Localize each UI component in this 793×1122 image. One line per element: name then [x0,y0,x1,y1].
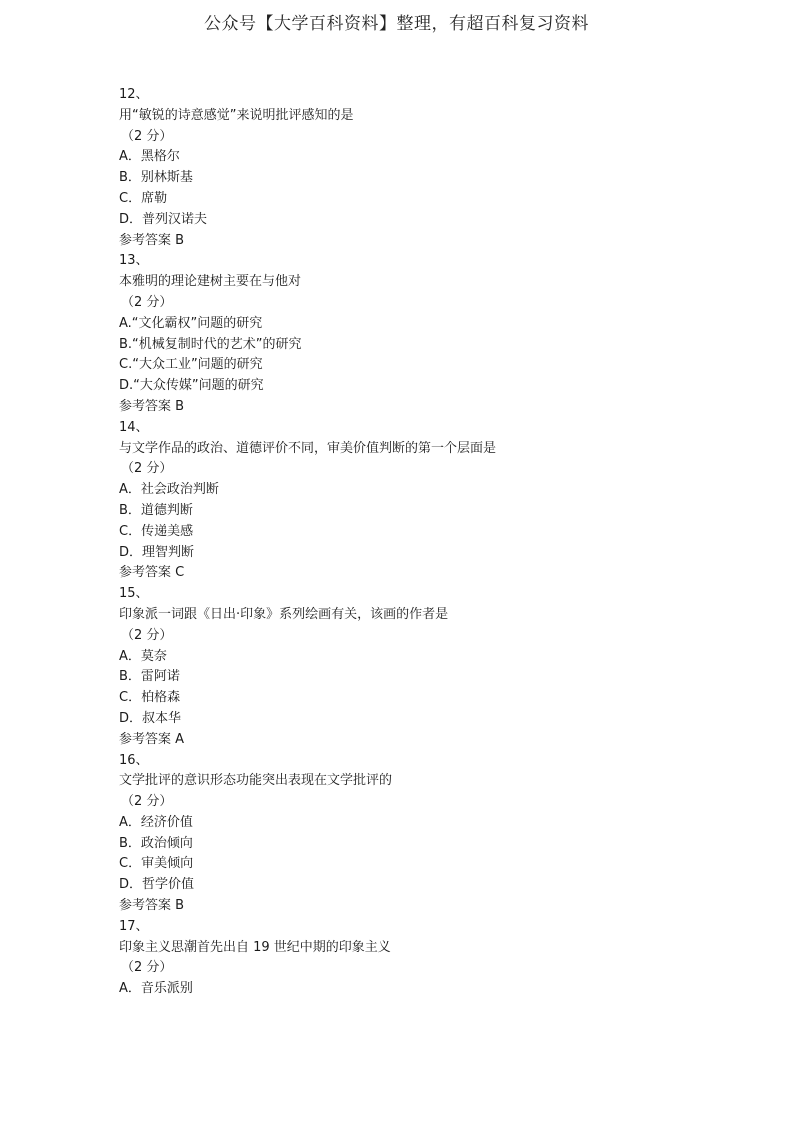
question-prompt: 文学批评的意识形态功能突出表现在文学批评的 [119,773,393,789]
option-a: A．莫奈 [119,648,167,664]
question-number: 16、 [119,752,149,768]
page-header: 公众号【大学百科资料】整理，有超百科复习资料 [204,14,589,34]
option-c: C．席勒 [119,190,168,206]
reference-answer: 参考答案 B [119,232,185,248]
option-a: A．黑格尔 [119,149,180,165]
option-b: B．别林斯基 [119,170,193,186]
question-number: 15、 [119,586,149,602]
question-16 [119,751,719,917]
option-d: D．叔本华 [119,710,182,726]
question-number: 13、 [119,253,149,269]
option-b: B.“机械复制时代的艺术”的研究 [119,336,302,352]
reference-answer: 参考答案 C [119,565,185,581]
question-prompt: 与文学作品的政治、道德评价不同，审美价值判断的第一个层面是 [119,440,497,456]
option-a: A．社会政治判断 [119,482,219,498]
question-number: 17、 [119,918,149,934]
question-13 [119,251,719,417]
option-d: D.“大众传媒”问题的研究 [119,378,264,394]
option-c: C．审美倾向 [119,856,194,872]
option-a: A．经济价值 [119,814,193,830]
option-c: C．柏格森 [119,690,181,706]
option-b: B．雷阿诺 [119,669,180,685]
option-c: C．传递美感 [119,523,194,539]
option-d: D．理智判断 [119,544,195,560]
question-score: （2 分） [121,794,173,810]
question-score: （2 分） [121,461,173,477]
question-17 [119,917,719,1000]
question-score: （2 分） [121,627,173,643]
question-score: （2 分） [121,294,173,310]
question-list [119,85,719,1000]
option-c: C.“大众工业”问题的研究 [119,357,263,373]
question-12 [119,85,719,251]
option-a: A.“文化霸权”问题的研究 [119,315,263,331]
option-a: A．音乐派别 [119,981,193,997]
question-prompt: 印象主义思潮首先出自 19 世纪中期的印象主义 [119,939,391,955]
option-d: D．哲学价值 [119,877,195,893]
option-b: B．道德判断 [119,502,193,518]
question-score: （2 分） [121,960,173,976]
question-prompt: 用“敏锐的诗意感觉”来说明批评感知的是 [119,107,354,123]
question-score: （2 分） [121,128,173,144]
question-number: 12、 [119,87,149,102]
question-prompt: 印象派一词跟《日出·印象》系列绘画有关，该画的作者是 [119,606,449,622]
question-14 [119,418,719,584]
question-15 [119,584,719,750]
reference-answer: 参考答案 B [119,898,185,914]
option-b: B．政治倾向 [119,835,193,851]
question-number: 14、 [119,419,149,435]
reference-answer: 参考答案 A [119,731,185,747]
reference-answer: 参考答案 B [119,398,185,414]
question-prompt: 本雅明的理论建树主要在与他对 [119,274,302,290]
option-d: D．普列汉诺夫 [119,211,208,227]
